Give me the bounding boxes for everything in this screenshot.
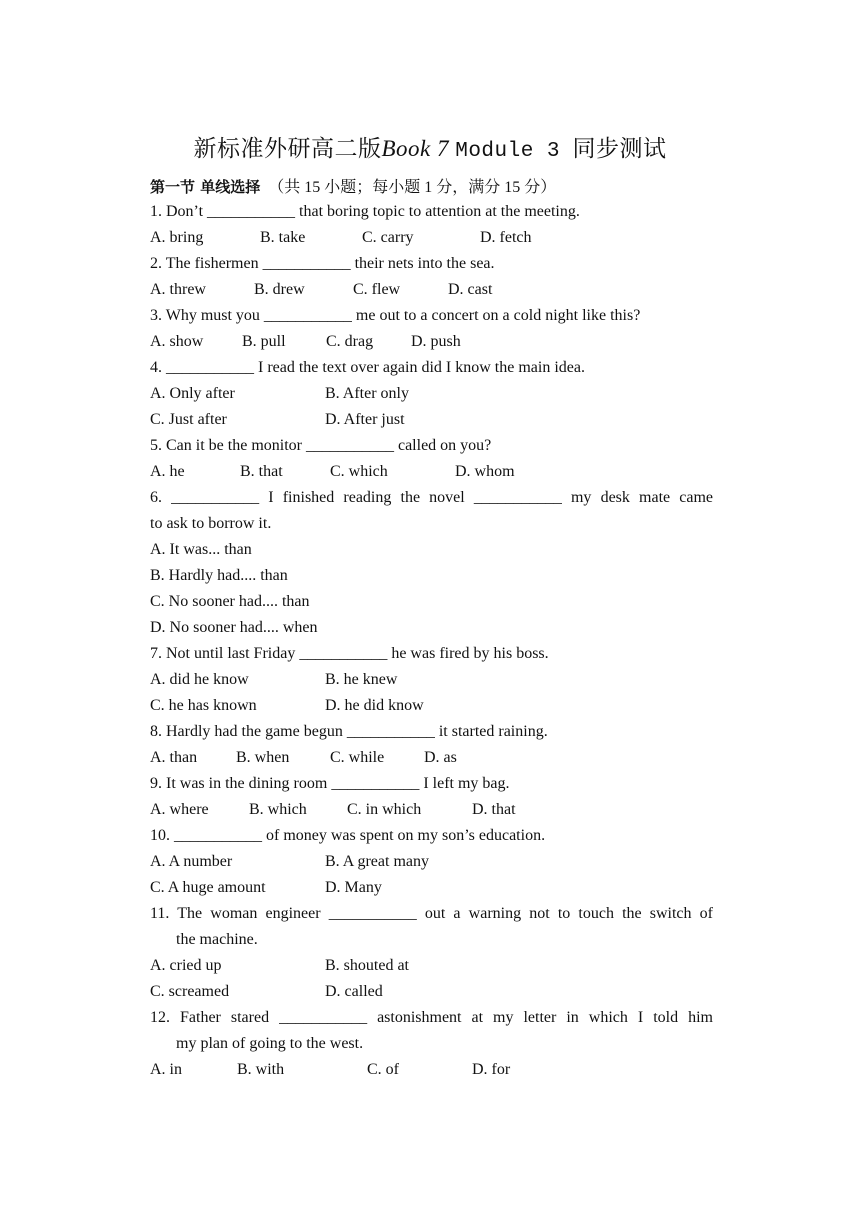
option-c: C. he has known: [150, 697, 257, 714]
option-d: D. After just: [325, 411, 405, 428]
question-11-stem-line2: the machine.: [176, 931, 258, 948]
option-c: C. drag: [326, 333, 374, 350]
option-d: D. whom: [455, 463, 515, 480]
option-b: B. which: [249, 801, 307, 818]
question-5-stem: 5. Can it be the monitor ___________ called on you?: [150, 437, 492, 454]
question-12-options: [150, 1057, 713, 1083]
section-note: （共 15 小题；每小题 1 分，满分 15 分）: [268, 179, 557, 196]
option-d: D. fetch: [480, 229, 532, 246]
question-2-options: [150, 277, 713, 303]
option-c: C. No sooner had.... than: [150, 593, 310, 610]
question-4-options-row1: [150, 381, 713, 407]
question-6-stem-line1: 6. ___________ I finished reading the novel ___________ my desk mate came: [150, 489, 713, 506]
option-c: C. in which: [347, 801, 422, 818]
question-10-options-row2: [150, 875, 713, 901]
option-d: D. for: [472, 1061, 511, 1078]
option-a: A. It was... than: [150, 541, 252, 558]
question-list: [150, 199, 713, 1083]
title-cn: 新标准外研高二版: [193, 136, 382, 161]
option-d: D. that: [472, 801, 516, 818]
document-title: [0, 130, 860, 163]
option-b: B. drew: [254, 281, 305, 298]
title-tail: 同步测试: [572, 136, 667, 161]
option-a: A. Only after: [150, 385, 235, 402]
option-b: B. shouted at: [325, 957, 409, 974]
option-c: C. of: [367, 1061, 399, 1078]
question-10-stem: 10. ___________ of money was spent on my son’s education.: [150, 827, 546, 844]
option-c: C. while: [330, 749, 385, 766]
option-a: A. he: [150, 463, 185, 480]
section-heading: 第一节 单线选择: [150, 178, 261, 196]
title-book: Book 7: [381, 136, 449, 161]
title-module: Module 3: [455, 140, 561, 163]
question-12-stem-line1: 12. Father stared ___________ astonishment at my letter in which I told him: [150, 1009, 713, 1026]
question-9-options: [150, 797, 713, 823]
option-b: B. Hardly had.... than: [150, 567, 288, 584]
question-3-options: [150, 329, 713, 355]
question-11-options-row2: [150, 979, 713, 1005]
option-b: B. After only: [325, 385, 409, 402]
option-d: D. cast: [448, 281, 493, 298]
question-5-options: [150, 459, 713, 485]
option-c: C. flew: [353, 281, 401, 298]
question-4-stem: 4. ___________ I read the text over again did I know the main idea.: [150, 359, 585, 376]
option-b: B. when: [236, 749, 290, 766]
option-b: B. take: [260, 229, 306, 246]
option-a: A. bring: [150, 229, 204, 246]
question-10-options-row1: [150, 849, 713, 875]
option-c: C. carry: [362, 229, 414, 246]
option-a: A. threw: [150, 281, 206, 298]
option-d: D. Many: [325, 879, 382, 896]
question-6-stem-line2: to ask to borrow it.: [150, 515, 272, 532]
option-b: B. A great many: [325, 853, 429, 870]
option-d: D. called: [325, 983, 383, 1000]
option-c: C. A huge amount: [150, 879, 266, 896]
question-11-stem-line1: 11. The woman engineer ___________ out a warning not to touch the switch of: [150, 905, 713, 922]
question-1-options: [150, 225, 713, 251]
option-c: C. Just after: [150, 411, 227, 428]
option-d: D. as: [424, 749, 457, 766]
option-d: D. push: [411, 333, 461, 350]
question-1-stem: 1. Don’t ___________ that boring topic to attention at the meeting.: [150, 203, 580, 220]
question-7-options-row1: [150, 667, 713, 693]
question-3-stem: 3. Why must you ___________ me out to a concert on a cold night like this?: [150, 307, 641, 324]
question-11-options-row1: [150, 953, 713, 979]
option-a: A. A number: [150, 853, 233, 870]
option-c: C. which: [330, 463, 388, 480]
option-a: A. than: [150, 749, 198, 766]
section-header: [150, 174, 556, 197]
option-a: A. in: [150, 1061, 182, 1078]
option-a: A. where: [150, 801, 209, 818]
option-d: D. he did know: [325, 697, 424, 714]
question-7-stem: 7. Not until last Friday ___________ he was fired by his boss.: [150, 645, 549, 662]
option-b: B. he knew: [325, 671, 398, 688]
option-b: B. that: [240, 463, 283, 480]
question-4-options-row2: [150, 407, 713, 433]
option-a: A. show: [150, 333, 204, 350]
question-8-stem: 8. Hardly had the game begun ___________ it started raining.: [150, 723, 548, 740]
option-b: B. pull: [242, 333, 286, 350]
option-c: C. screamed: [150, 983, 230, 1000]
option-a: A. did he know: [150, 671, 249, 688]
option-a: A. cried up: [150, 957, 222, 974]
question-7-options-row2: [150, 693, 713, 719]
option-b: B. with: [237, 1061, 285, 1078]
question-8-options: [150, 745, 713, 771]
question-2-stem: 2. The fishermen ___________ their nets into the sea.: [150, 255, 495, 272]
question-12-stem-line2: my plan of going to the west.: [176, 1035, 364, 1052]
question-9-stem: 9. It was in the dining room ___________ I left my bag.: [150, 775, 510, 792]
option-d: D. No sooner had.... when: [150, 619, 318, 636]
